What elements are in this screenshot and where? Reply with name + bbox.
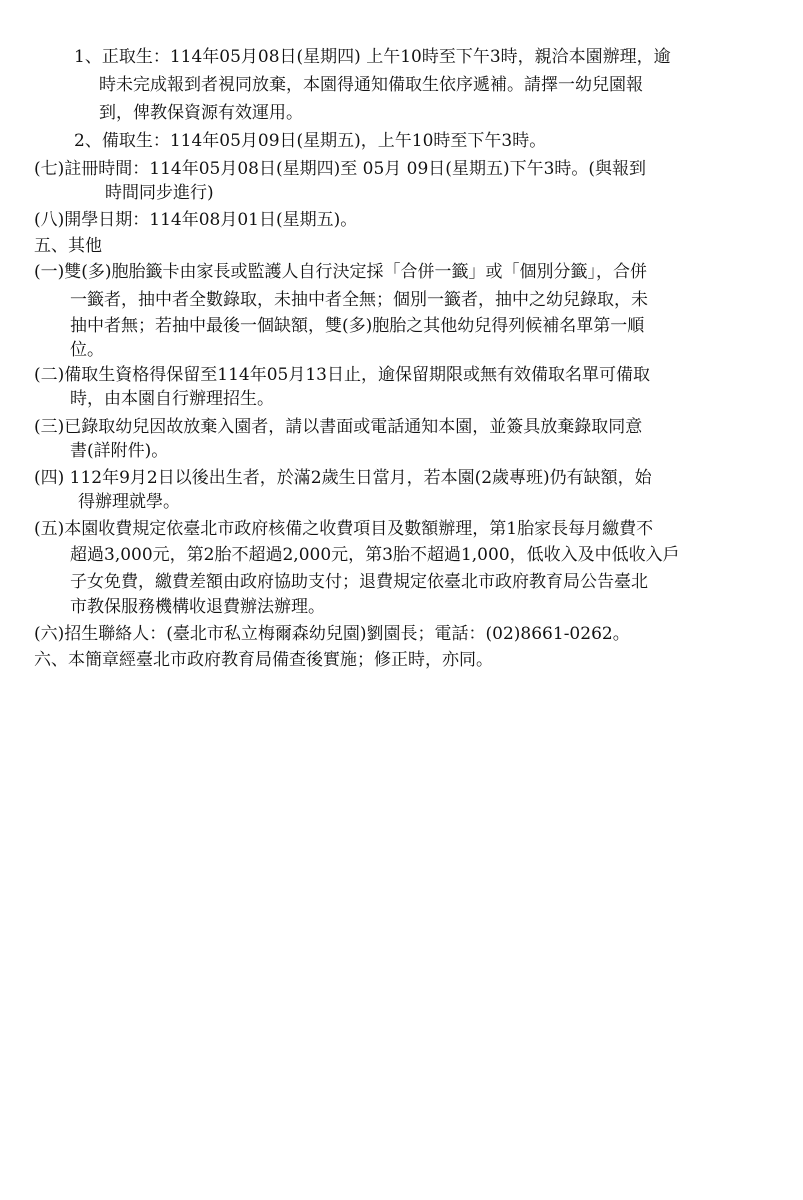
registration-time: (七)註冊時間：114年05月08日(星期四)至 05月 09日(星期五)下午3時。(與報到	[34, 159, 647, 179]
other-item-2: (二)備取生資格得保留至114年05月13日止，逾保留期限或無有效備取名單可備取	[34, 365, 650, 385]
enrollment-rule-1-cont: 到，俾教保資源有效運用。	[99, 103, 303, 123]
school-start-date: (八)開學日期：114年08月01日(星期五)。	[34, 210, 358, 230]
other-item-6-contact: (六)招生聯絡人：(臺北市私立梅爾森幼兒園)劉園長；電話：(02)8661-0262。	[34, 624, 630, 644]
other-item-3: (三)已錄取幼兒因故放棄入園者，請以書面或電話通知本園，並簽具放棄錄取同意	[34, 417, 643, 437]
registration-time-cont: 時間同步進行)	[105, 183, 214, 203]
other-item-5-cont: 超過3,000元，第2胎不超過2,000元，第3胎不超過1,000，低收入及中低收入戶	[70, 545, 680, 565]
section-heading-enactment: 六、本簡章經臺北市政府教育局備查後實施；修正時，亦同。	[34, 650, 493, 670]
other-item-5-cont: 子女免費，繳費差額由政府協助支付；退費規定依臺北市政府教育局公告臺北	[70, 572, 648, 592]
other-item-1: (一)雙(多)胞胎籤卡由家長或監護人自行決定採「合併一籤」或「個別分籤」，合併	[34, 262, 648, 282]
other-item-5-cont: 市教保服務機構收退費辦法辦理。	[70, 597, 325, 617]
other-item-3-cont: 書(詳附件)。	[70, 441, 169, 461]
other-item-4-cont: 得辦理就學。	[78, 492, 180, 512]
other-item-1-cont: 位。	[70, 340, 104, 360]
other-item-1-cont: 一籤者，抽中者全數錄取，未抽中者全無；個別一籤者，抽中之幼兒錄取，未	[70, 290, 648, 310]
other-item-5: (五)本園收費規定依臺北市政府核備之收費項目及數額辦理，第1胎家長每月繳費不	[34, 519, 654, 539]
enrollment-rule-2: 2、備取生：114年05月09日(星期五)，上午10時至下午3時。	[74, 131, 547, 151]
enrollment-rule-1-cont: 時未完成報到者視同放棄，本園得通知備取生依序遞補。請擇一幼兒園報	[99, 75, 643, 95]
other-item-1-cont: 抽中者無；若抽中最後一個缺額，雙(多)胞胎之其他幼兒得列候補名單第一順	[70, 316, 645, 336]
other-item-2-cont: 時，由本園自行辦理招生。	[70, 389, 274, 409]
section-heading-other: 五、其他	[34, 236, 102, 256]
other-item-4: (四) 112年9月2日以後出生者，於滿2歲生日當月，若本園(2歲專班)仍有缺額，始	[34, 468, 652, 488]
enrollment-rule-1: 1、正取生：114年05月08日(星期四) 上午10時至下午3時，親洽本園辦理，逾	[74, 47, 671, 67]
